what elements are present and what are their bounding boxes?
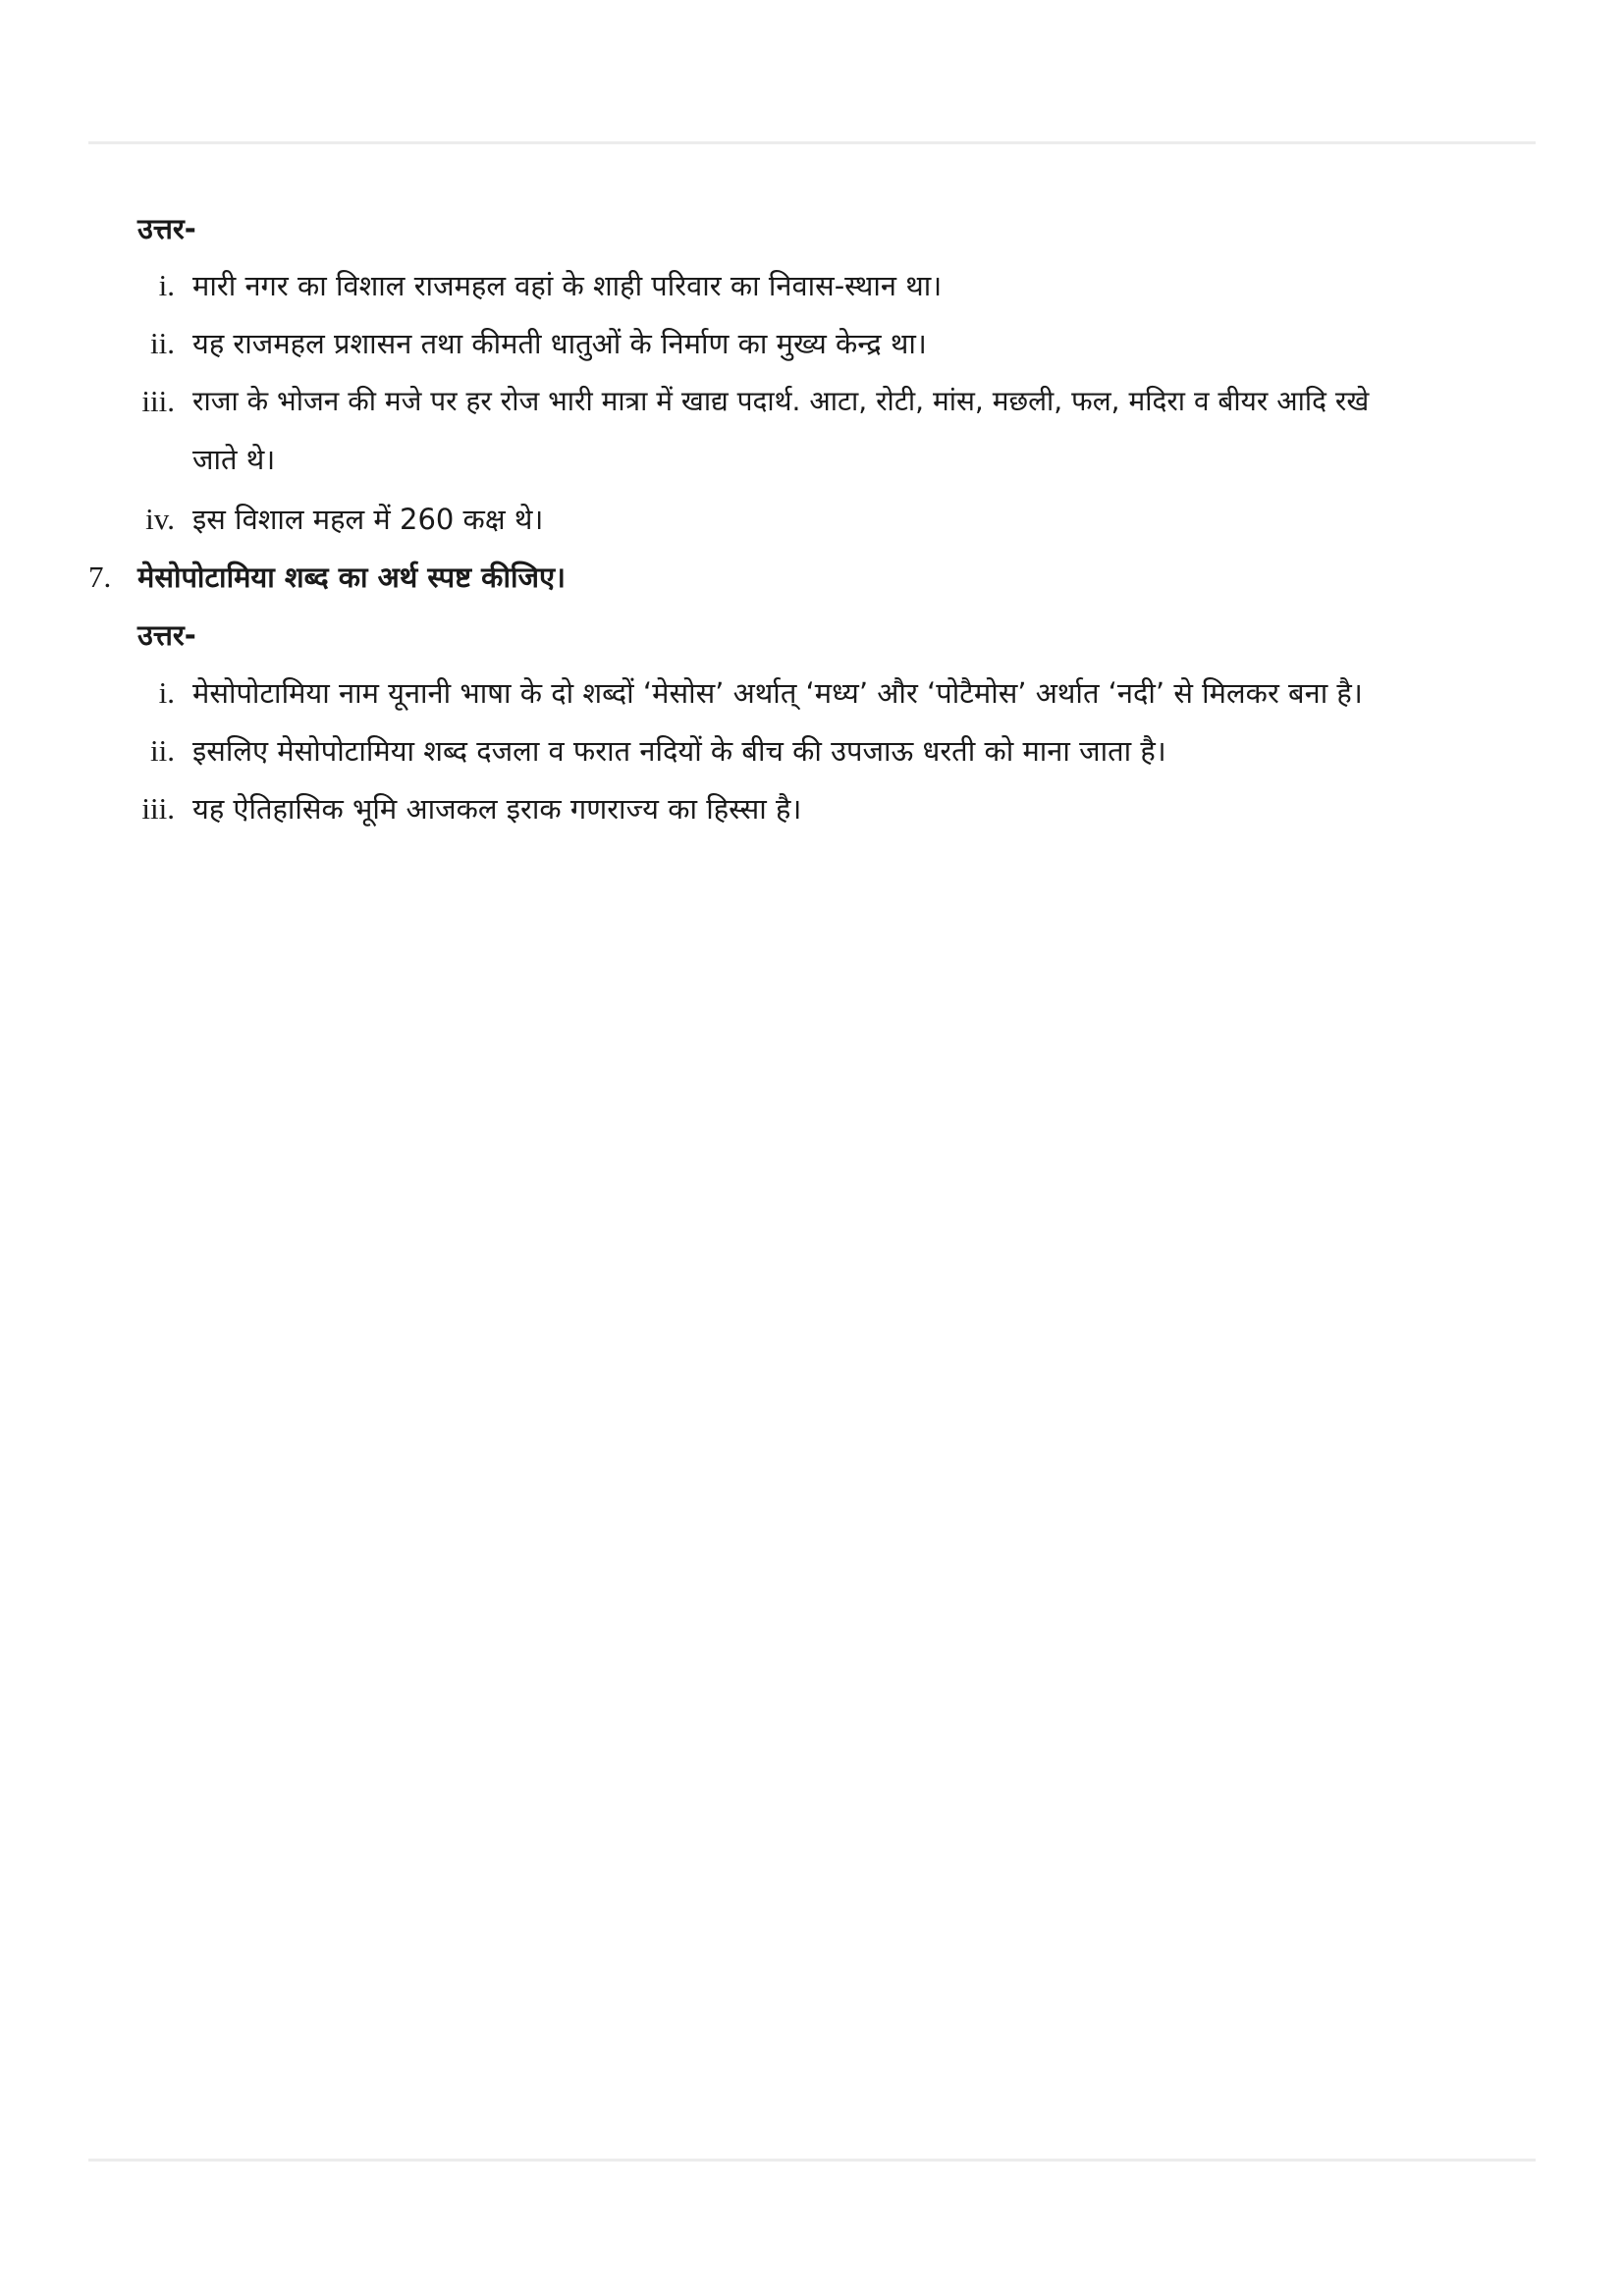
- list-item-number: iv.: [145, 502, 175, 536]
- list-item-continuation: जाते थे।: [192, 443, 276, 476]
- list-item-number: iii.: [141, 384, 175, 418]
- list-item-text: इसलिए मेसोपोटामिया शब्द दजला व फरात नदियों के बीच की उपजाऊ धरती को माना जाता है।: [192, 734, 1166, 768]
- list-item-text: राजा के भोजन की मजे पर हर रोज भारी मात्रा में खाद्य पदार्थ. आटा, रोटी, मांस, मछली, फल, मदिरा व बीयर आदि रखे: [192, 385, 1370, 417]
- answer-label: उत्तर-: [137, 212, 196, 245]
- list-item-text: मेसोपोटामिया नाम यूनानी भाषा के दो शब्दों ‘मेसोस’ अर्थात् ‘मध्य’ और ‘पोटैमोस’ अर्थात ‘नदी’ से मिलकर बना है।: [192, 676, 1363, 710]
- list-item-number: ii.: [150, 326, 175, 360]
- list-item-number: ii.: [150, 733, 175, 768]
- list-item-text: यह राजमहल प्रशासन तथा कीमती धातुओं के निर्माण का मुख्य केन्द्र था।: [192, 327, 927, 360]
- list-item-text: मारी नगर का विशाल राजमहल वहां के शाही परिवार का निवास-स्थान था।: [192, 269, 943, 302]
- list-item-text: यह ऐतिहासिक भूमि आजकल इराक गणराज्य का हिस्सा है।: [192, 792, 802, 826]
- list-item-number: i.: [158, 268, 175, 302]
- list-item-number: iii.: [141, 791, 175, 826]
- header-divider: [88, 141, 1536, 144]
- list-item-number: i.: [158, 675, 175, 710]
- footer-divider: [88, 2159, 1536, 2162]
- answer-label: उत्तर-: [137, 618, 196, 652]
- question-text: मेसोपोटामिया शब्द का अर्थ स्पष्ट कीजिए।: [137, 561, 567, 594]
- list-item-text: इस विशाल महल में 260 कक्ष थे।: [192, 503, 544, 536]
- question-number: 7.: [88, 560, 112, 594]
